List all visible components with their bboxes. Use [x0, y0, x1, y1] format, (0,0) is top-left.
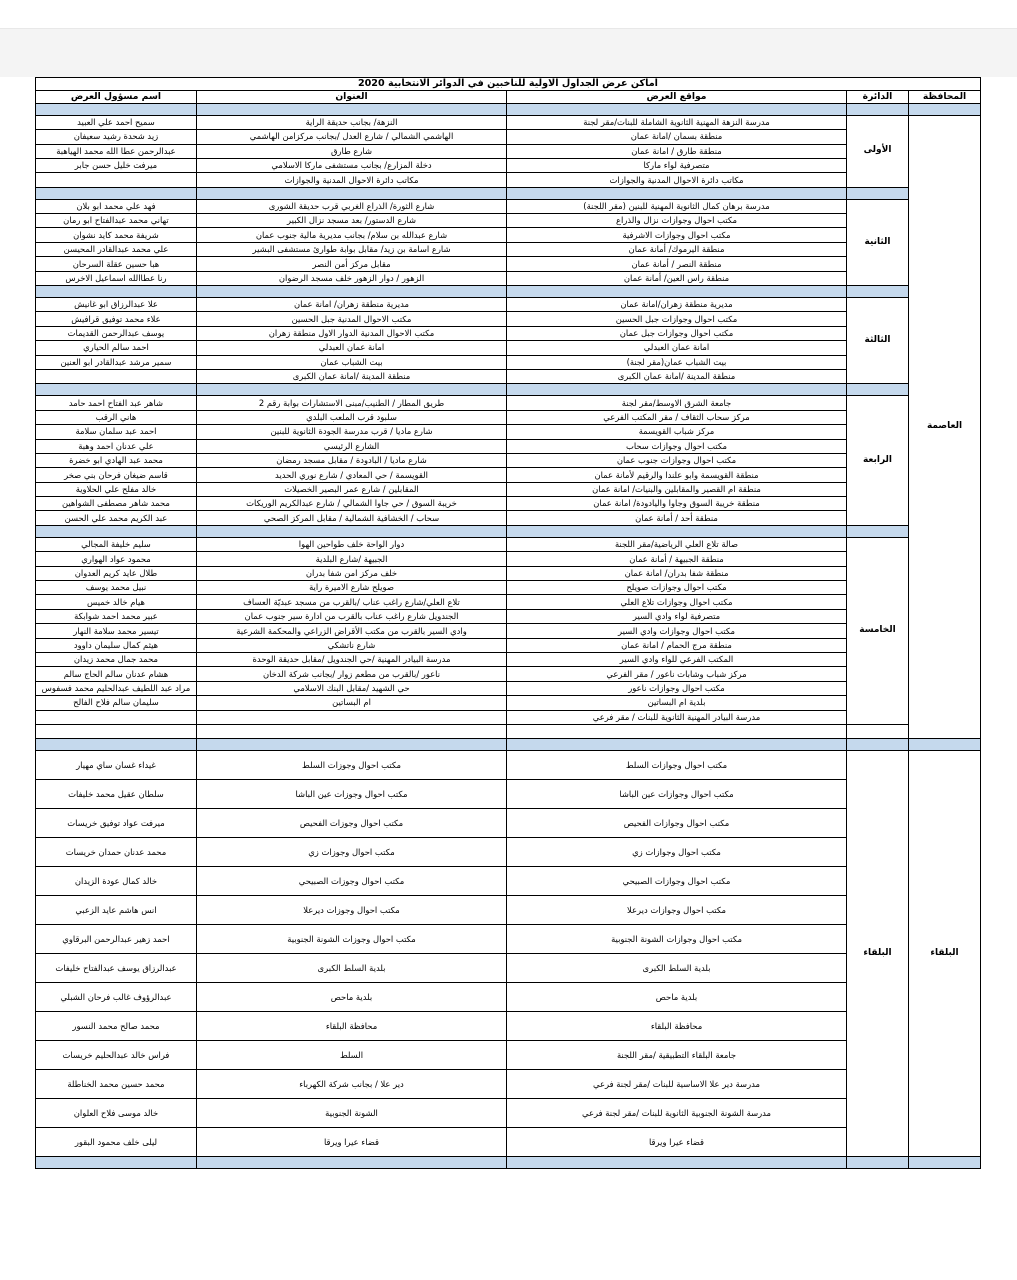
address-cell: مدرسة البيادر المهنية /حي الجندويل /مقابل حديقة الوحدة	[197, 653, 507, 667]
responsible-cell: شاهر عبد الفتاح احمد حامد	[35, 396, 196, 410]
table-row	[35, 396, 980, 410]
site-cell: مكتب احوال وجوازات صويلح	[507, 581, 847, 595]
spacer-cell	[35, 724, 196, 738]
address-cell: طريق المطار / الطنيب/مبنى الاستشارات بوابة رقم 2	[197, 396, 507, 410]
address-cell: مكاتب دائرة الاحوال المدنية والجوازات	[197, 173, 507, 187]
district-cell: الخامسة	[847, 537, 909, 724]
separator-row	[35, 1157, 980, 1169]
col-responsible: اسم مسؤول العرض	[35, 91, 196, 104]
site-cell: منطقة القويسمة وابو علندا والرقيم لأمانة عمان	[507, 468, 847, 482]
responsible-cell: محمد عدنان حمدان خريسات	[35, 838, 196, 867]
address-cell: مكتب الاحوال المدنية الدوار الاول منطقة زهران	[197, 326, 507, 340]
site-cell: مكتب احوال وجوازات عين الباشا	[507, 780, 847, 809]
sep-cell	[197, 525, 507, 537]
responsible-cell: طلال عايد كريم العدوان	[35, 566, 196, 580]
table-row	[35, 566, 980, 580]
table-row	[35, 453, 980, 467]
separator-row	[35, 384, 980, 396]
responsible-cell: علا عبدالرزاق ابو غانيش	[35, 298, 196, 312]
sep-cell	[35, 525, 196, 537]
table-row	[35, 1012, 980, 1041]
site-cell: محافظة البلقاء	[507, 1012, 847, 1041]
district-cell: الثالثة	[847, 298, 909, 384]
table-row	[35, 581, 980, 595]
sep-cell	[847, 525, 909, 537]
table-row	[35, 144, 980, 158]
table-header-row	[35, 91, 980, 104]
address-cell: شارع ماديا / قرب مدرسة الجودة الثانوية للبنين	[197, 425, 507, 439]
address-cell: شارع اسامة بن زيد/ مقابل بوابة طوارئ مستشفى البشير	[197, 242, 507, 256]
site-cell: مكتب احوال وجوازات السلط	[507, 751, 847, 780]
responsible-cell: رنا عطاالله اسماعيل الاخرس	[35, 271, 196, 285]
table-row	[35, 954, 980, 983]
page-grey-band	[0, 29, 1017, 77]
responsible-cell: انس هاشم عايد الزعبي	[35, 896, 196, 925]
voter-display-locations-table	[35, 77, 981, 1169]
table-row	[35, 410, 980, 424]
site-cell: بيت الشباب عمان(مقر لجنة)	[507, 355, 847, 369]
responsible-cell: قاسم ضيغان فرحان بني صخر	[35, 468, 196, 482]
site-cell: صالة تلاع العلي الرياضية/مقر اللجنة	[507, 537, 847, 551]
sep-cell	[909, 739, 981, 751]
site-cell: منطقة ام القصير والمقابلين والبنيات/ امانة عمان	[507, 482, 847, 496]
site-cell: متصرفية لواء ماركا	[507, 158, 847, 172]
sep-cell	[197, 286, 507, 298]
address-cell: الشارع الرئيسي	[197, 439, 507, 453]
table-row	[35, 1041, 980, 1070]
responsible-cell: يوسف عبدالرحمن القديمات	[35, 326, 196, 340]
governorate-cell: البلقاء	[909, 751, 981, 1157]
responsible-cell: علاء محمد توفيق قرافيش	[35, 312, 196, 326]
sep-cell	[197, 187, 507, 199]
responsible-cell: ميرفت عواد توفيق خريسات	[35, 809, 196, 838]
address-cell: سلبود قرب الملعب البلدي	[197, 410, 507, 424]
address-cell: خلف مركز امن شفا بدران	[197, 566, 507, 580]
responsible-cell: شريفة محمد كايد نشوان	[35, 228, 196, 242]
sep-cell	[197, 384, 507, 396]
responsible-cell: احمد زهير عبدالرحمن البرقاوي	[35, 925, 196, 954]
address-cell: شارع الدستور/ بعد مسجد نزال الكبير	[197, 214, 507, 228]
spacer-cell	[847, 724, 909, 738]
site-cell: مركز شباب وشابات ناعور / مقر الفرعي	[507, 667, 847, 681]
table-row	[35, 497, 980, 511]
responsible-cell: مراد عبد اللطيف عبدالحليم محمد فسفوس	[35, 681, 196, 695]
responsible-cell: خالد موسى فلاح العلوان	[35, 1099, 196, 1128]
address-cell: دير علا / بجانب شركة الكهرباء	[197, 1070, 507, 1099]
document-title: اماكن عرض الجداول الاولية للناخبين في الدوائر الانتخابية 2020	[35, 78, 980, 91]
separator-row	[35, 525, 980, 537]
responsible-cell: محمد شاهر مصطفى الشواهين	[35, 497, 196, 511]
address-cell: مكتب احوال وجوزات زي	[197, 838, 507, 867]
site-cell: مكتب احوال وجوازات جبل الحسين	[507, 312, 847, 326]
site-cell: منطقة اليرموك/ أمانة عمان	[507, 242, 847, 256]
col-display-site: مواقع العرض	[507, 91, 847, 104]
table-row	[35, 595, 980, 609]
col-address: العنوان	[197, 91, 507, 104]
sep-cell	[847, 286, 909, 298]
separator-row	[35, 286, 980, 298]
responsible-cell: عبير محمد احمد شوابكة	[35, 609, 196, 623]
address-cell: القويسمة / حي المعادي / شارع نوري الحديد	[197, 468, 507, 482]
separator-row	[35, 103, 980, 115]
site-cell: مكتب احوال وجوازات زي	[507, 838, 847, 867]
responsible-cell	[35, 173, 196, 187]
table-row	[35, 158, 980, 172]
table-row	[35, 214, 980, 228]
responsible-cell: علي عدنان احمد وهبة	[35, 439, 196, 453]
site-cell: جامعة الشرق الاوسط/مقر لجنة	[507, 396, 847, 410]
table-row	[35, 667, 980, 681]
site-cell: مكتب احوال وجوازات الصبيحي	[507, 867, 847, 896]
site-cell: منطقة خريبة السوق وجاوا واليادودة/ امانة عمان	[507, 497, 847, 511]
table-row	[35, 355, 980, 369]
site-cell: مكاتب دائرة الاحوال المدنية والجوازات	[507, 173, 847, 187]
responsible-cell: غيداء غسان ساي مهيار	[35, 751, 196, 780]
address-cell: شارع طارق	[197, 144, 507, 158]
responsible-cell: خالد مفلح علي الحلاوية	[35, 482, 196, 496]
table-row	[35, 925, 980, 954]
sep-cell	[35, 103, 196, 115]
table-row	[35, 609, 980, 623]
address-cell: خريبة السوق / حي جاوا الشمالي / شارع عبدالكريم الوريكات	[197, 497, 507, 511]
sep-cell	[35, 739, 196, 751]
address-cell: وادي السير بالقرب من مكتب الأقراض الزراعي والمحكمة الشرعية	[197, 624, 507, 638]
responsible-cell: محمد صالح محمد النسور	[35, 1012, 196, 1041]
spacer-cell	[507, 724, 847, 738]
col-district: الدائرة	[847, 91, 909, 104]
address-cell: السلط	[197, 1041, 507, 1070]
responsible-cell: عبدالرحمن عطا الله محمد الهياهبة	[35, 144, 196, 158]
site-cell: منطقة المدينة /امانة عمان الكبرى	[507, 369, 847, 383]
address-cell: ناعور /بالقرب من مطعم زوار /بجانب شركة الدخان	[197, 667, 507, 681]
table-row	[35, 511, 980, 525]
address-cell: مكتب الاحوال المدنية جبل الحسين	[197, 312, 507, 326]
table-row	[35, 896, 980, 925]
responsible-cell: ليلى خلف محمود البقور	[35, 1128, 196, 1157]
site-cell: منطقة النصر / أمانة عمان	[507, 257, 847, 271]
site-cell: مدرسة البيادر المهنية الثانوية للبنات / مقر فرعي	[507, 710, 847, 724]
address-cell: الشونة الجنوبية	[197, 1099, 507, 1128]
address-cell: الجندويل شارع راغب عناب بالقرب من ادارة سير جنوب عمان	[197, 609, 507, 623]
responsible-cell: نبيل محمد يوسف	[35, 581, 196, 595]
document-body	[0, 77, 1017, 1169]
site-cell: منطقة شفا بدران/ امانة عمان	[507, 566, 847, 580]
responsible-cell: عبدالرزاق يوسف عبدالفتاح خليفات	[35, 954, 196, 983]
sep-cell	[909, 103, 981, 115]
site-cell: متصرفية لواء وادي السير	[507, 609, 847, 623]
address-cell: مقابل مركز أمن النصر	[197, 257, 507, 271]
site-cell: مدرسة النزهة المهنية الثانوية الشاملة للبنات/مقر لجنة	[507, 115, 847, 129]
table-row	[35, 710, 980, 724]
responsible-cell: محمد حسين محمد الخناطلة	[35, 1070, 196, 1099]
sep-cell	[197, 739, 507, 751]
address-cell: دخلة المزارع/ بجانب مستشفى ماركا الاسلامي	[197, 158, 507, 172]
responsible-cell: هبا حسين عقلة السرحان	[35, 257, 196, 271]
table-row	[35, 468, 980, 482]
table-row	[35, 439, 980, 453]
site-cell: مركز شباب القويسمة	[507, 425, 847, 439]
responsible-cell: فهد علي محمد ابو بلان	[35, 199, 196, 213]
spacer-cell	[197, 724, 507, 738]
district-cell: الرابعة	[847, 396, 909, 526]
table-row	[35, 115, 980, 129]
address-cell: امانة عمان العبدلي	[197, 341, 507, 355]
address-cell: شارع عبدالله بن سلام/ بجانب مديرية مالية جنوب عمان	[197, 228, 507, 242]
address-cell: مكتب احوال وجوزات عين الباشا	[197, 780, 507, 809]
site-cell: مدرسة برهان كمال الثانوية المهنية للبنين (مقر اللجنة)	[507, 199, 847, 213]
table-row	[35, 242, 980, 256]
table-row	[35, 624, 980, 638]
site-cell: منطقة بسمان /امانة عمان	[507, 130, 847, 144]
table-row	[35, 173, 980, 187]
address-cell: شارع الثورة/ الذراع الغربي قرب حديقة الشورى	[197, 199, 507, 213]
site-cell: مكتب احوال وجوازات جبل عمان	[507, 326, 847, 340]
sep-cell	[507, 103, 847, 115]
district-cell: الأولى	[847, 115, 909, 187]
governorate-cell: العاصمة	[909, 115, 981, 739]
separator-row	[35, 739, 980, 751]
responsible-cell: سمير مرشد عبدالقادر ابو العنين	[35, 355, 196, 369]
table-row	[35, 271, 980, 285]
table-row	[35, 1070, 980, 1099]
responsible-cell: عبد الكريم محمد علي الحسن	[35, 511, 196, 525]
responsible-cell	[35, 369, 196, 383]
responsible-cell: سميح احمد علي العبيد	[35, 115, 196, 129]
responsible-cell: هيثم كمال سليمان داوود	[35, 638, 196, 652]
address-cell: النزهة/ بجانب حديقة الراية	[197, 115, 507, 129]
responsible-cell: فراس خالد عبدالحليم خريسات	[35, 1041, 196, 1070]
address-cell: قضاء عيرا ويرقا	[197, 1128, 507, 1157]
table-row	[35, 326, 980, 340]
site-cell: مكتب احوال وجوازات نزال والذراع	[507, 214, 847, 228]
sep-cell	[507, 739, 847, 751]
responsible-cell: سليم خليفة المجالي	[35, 537, 196, 551]
site-cell: المكتب الفرعي للواء وادي السير	[507, 653, 847, 667]
table-row	[35, 751, 980, 780]
table-row	[35, 425, 980, 439]
table-row	[35, 228, 980, 242]
table-row	[35, 537, 980, 551]
address-cell: دوار الواحة خلف طواحين الهوا	[197, 537, 507, 551]
address-cell: مكتب احوال وجوزات الشونة الجنوبية	[197, 925, 507, 954]
sep-cell	[847, 1157, 909, 1169]
table-row	[35, 780, 980, 809]
site-cell: مكتب احوال وجوازات جنوب عمان	[507, 453, 847, 467]
table-row	[35, 298, 980, 312]
sep-cell	[847, 739, 909, 751]
site-cell: منطقة راس العين/ أمانة عمان	[507, 271, 847, 285]
address-cell: شارع ناتشكي	[197, 638, 507, 652]
responsible-cell: زيد شحدة رشيد سعيفان	[35, 130, 196, 144]
spacer-row	[35, 724, 980, 738]
table-title-row	[35, 78, 980, 91]
responsible-cell: تهاني محمد عبدالفتاح ابو رمان	[35, 214, 196, 228]
responsible-cell: هاني الرقب	[35, 410, 196, 424]
table-row	[35, 199, 980, 213]
table-row	[35, 653, 980, 667]
address-cell: حي الشهيد /مقابل البنك الاسلامي	[197, 681, 507, 695]
sep-cell	[847, 187, 909, 199]
table-row	[35, 809, 980, 838]
site-cell: مركز سحاب الثقاف / مقر المكتب الفرعي	[507, 410, 847, 424]
address-cell	[197, 710, 507, 724]
address-cell: منطقة المدينة /امانة عمان الكبرى	[197, 369, 507, 383]
sep-cell	[847, 103, 909, 115]
sep-cell	[847, 384, 909, 396]
sep-cell	[507, 1157, 847, 1169]
sep-cell	[35, 384, 196, 396]
sep-cell	[507, 286, 847, 298]
responsible-cell: خالد كمال عودة الزيدان	[35, 867, 196, 896]
responsible-cell: هشام عدنان سالم الحاج سالم	[35, 667, 196, 681]
site-cell: منطقة طارق / امانة عمان	[507, 144, 847, 158]
address-cell: محافظة البلقاء	[197, 1012, 507, 1041]
separator-row	[35, 187, 980, 199]
responsible-cell: عبدالرؤوف غالب فرحان الشبلي	[35, 983, 196, 1012]
address-cell: بلدية السلط الكبرى	[197, 954, 507, 983]
site-cell: مدرسة دير علا الاساسية للبنات /مقر لجنة فرعي	[507, 1070, 847, 1099]
sep-cell	[35, 187, 196, 199]
site-cell: جامعة البلقاء التطبيقية /مقر اللجنة	[507, 1041, 847, 1070]
table-row	[35, 696, 980, 710]
address-cell: تلاع العلي/شارع راغب عناب /بالقرب من مسجد عبديّة العساف	[197, 595, 507, 609]
site-cell: مكتب احوال وجوازات تلاع العلي	[507, 595, 847, 609]
responsible-cell: محمد جمال محمد زيدان	[35, 653, 196, 667]
site-cell: مكتب احوال وجوازات الفحيص	[507, 809, 847, 838]
site-cell: مدرسة الشونة الجنوبية الثانوية للبنات /مقر لجنة فرعي	[507, 1099, 847, 1128]
site-cell: مكتب احوال وجوازات ديرعلا	[507, 896, 847, 925]
sep-cell	[197, 103, 507, 115]
address-cell: صويلح شارع الاميرة راية	[197, 581, 507, 595]
site-cell: مكتب احوال وجوازات سحاب	[507, 439, 847, 453]
table-row	[35, 1128, 980, 1157]
responsible-cell: سلطان عقيل محمد خليفات	[35, 780, 196, 809]
address-cell: مكتب احوال وجوزات السلط	[197, 751, 507, 780]
site-cell: مكتب احوال وجوازات الشونة الجنوبية	[507, 925, 847, 954]
sep-cell	[507, 384, 847, 396]
sep-cell	[507, 525, 847, 537]
responsible-cell: احمد عبد سلمان سلامة	[35, 425, 196, 439]
table-row	[35, 1099, 980, 1128]
site-cell: بلدية ام البساتين	[507, 696, 847, 710]
site-cell: امانة عمان العبدلي	[507, 341, 847, 355]
sep-cell	[35, 286, 196, 298]
responsible-cell: احمد سالم الحياري	[35, 341, 196, 355]
site-cell: منطقة أحد / أمانة عمان	[507, 511, 847, 525]
responsible-cell: محمود عواد الهواري	[35, 552, 196, 566]
address-cell: بلدية ماحص	[197, 983, 507, 1012]
col-governorate: المحافظة	[909, 91, 981, 104]
table-row	[35, 482, 980, 496]
address-cell: بيت الشباب عمان	[197, 355, 507, 369]
address-cell: سحاب / الخشافية الشمالية / مقابل المركز الصحي	[197, 511, 507, 525]
district-cell: الثانية	[847, 199, 909, 285]
address-cell: مكتب احوال وجوزات الفحيص	[197, 809, 507, 838]
table-row	[35, 312, 980, 326]
table-row	[35, 638, 980, 652]
sep-cell	[35, 1157, 196, 1169]
table-row	[35, 552, 980, 566]
address-cell: مديرية منطقة زهران/ امانة عمان	[197, 298, 507, 312]
site-cell: بلدية ماحص	[507, 983, 847, 1012]
responsible-cell: تيسير محمد سلامة النهار	[35, 624, 196, 638]
table-row	[35, 130, 980, 144]
sep-cell	[197, 1157, 507, 1169]
responsible-cell	[35, 710, 196, 724]
sep-cell	[909, 1157, 981, 1169]
address-cell: الزهور / دوار الزهور خلف مسجد الرضوان	[197, 271, 507, 285]
district-cell: البلقاء	[847, 751, 909, 1157]
table-row	[35, 681, 980, 695]
sep-cell	[507, 187, 847, 199]
site-cell: مكتب احوال وجوازات وادي السير	[507, 624, 847, 638]
site-cell: مكتب احوال وجوازات ناعور	[507, 681, 847, 695]
table-row	[35, 867, 980, 896]
table-row	[35, 341, 980, 355]
address-cell: ام البساتين	[197, 696, 507, 710]
address-cell: الهاشمي الشمالي / شارع العدل /بجانب مركزامن الهاشمي	[197, 130, 507, 144]
responsible-cell: محمد عبد الهادي ابو خضرة	[35, 453, 196, 467]
table-row	[35, 983, 980, 1012]
table-row	[35, 257, 980, 271]
responsible-cell: هيام خالد خميس	[35, 595, 196, 609]
address-cell: شارع ماديا / البادودة / مقابل مسجد رمضان	[197, 453, 507, 467]
responsible-cell: علي محمد عبدالقادر المحيسن	[35, 242, 196, 256]
site-cell: مديرية منطقة زهران/امانة عمان	[507, 298, 847, 312]
address-cell: الجبيهة /شارع البلدية	[197, 552, 507, 566]
site-cell: منطقة الجبيهة / أمانة عمان	[507, 552, 847, 566]
site-cell: قضاء عيرا ويرقا	[507, 1128, 847, 1157]
page-top-strip	[0, 0, 1017, 29]
responsible-cell: ميرفت خليل حسن جابر	[35, 158, 196, 172]
site-cell: مكتب احوال وجوازات الاشرفية	[507, 228, 847, 242]
table-row	[35, 369, 980, 383]
table-row	[35, 838, 980, 867]
site-cell: بلدية السلط الكبرى	[507, 954, 847, 983]
site-cell: منطقة مرج الحمام / امانة عمان	[507, 638, 847, 652]
address-cell: المقابلين / شارع عمر البصير الخصيلات	[197, 482, 507, 496]
address-cell: مكتب احوال وجوزات ديرعلا	[197, 896, 507, 925]
address-cell: مكتب احوال وجوزات الصبيحي	[197, 867, 507, 896]
responsible-cell: سليمان سالم فلاح الفالح	[35, 696, 196, 710]
